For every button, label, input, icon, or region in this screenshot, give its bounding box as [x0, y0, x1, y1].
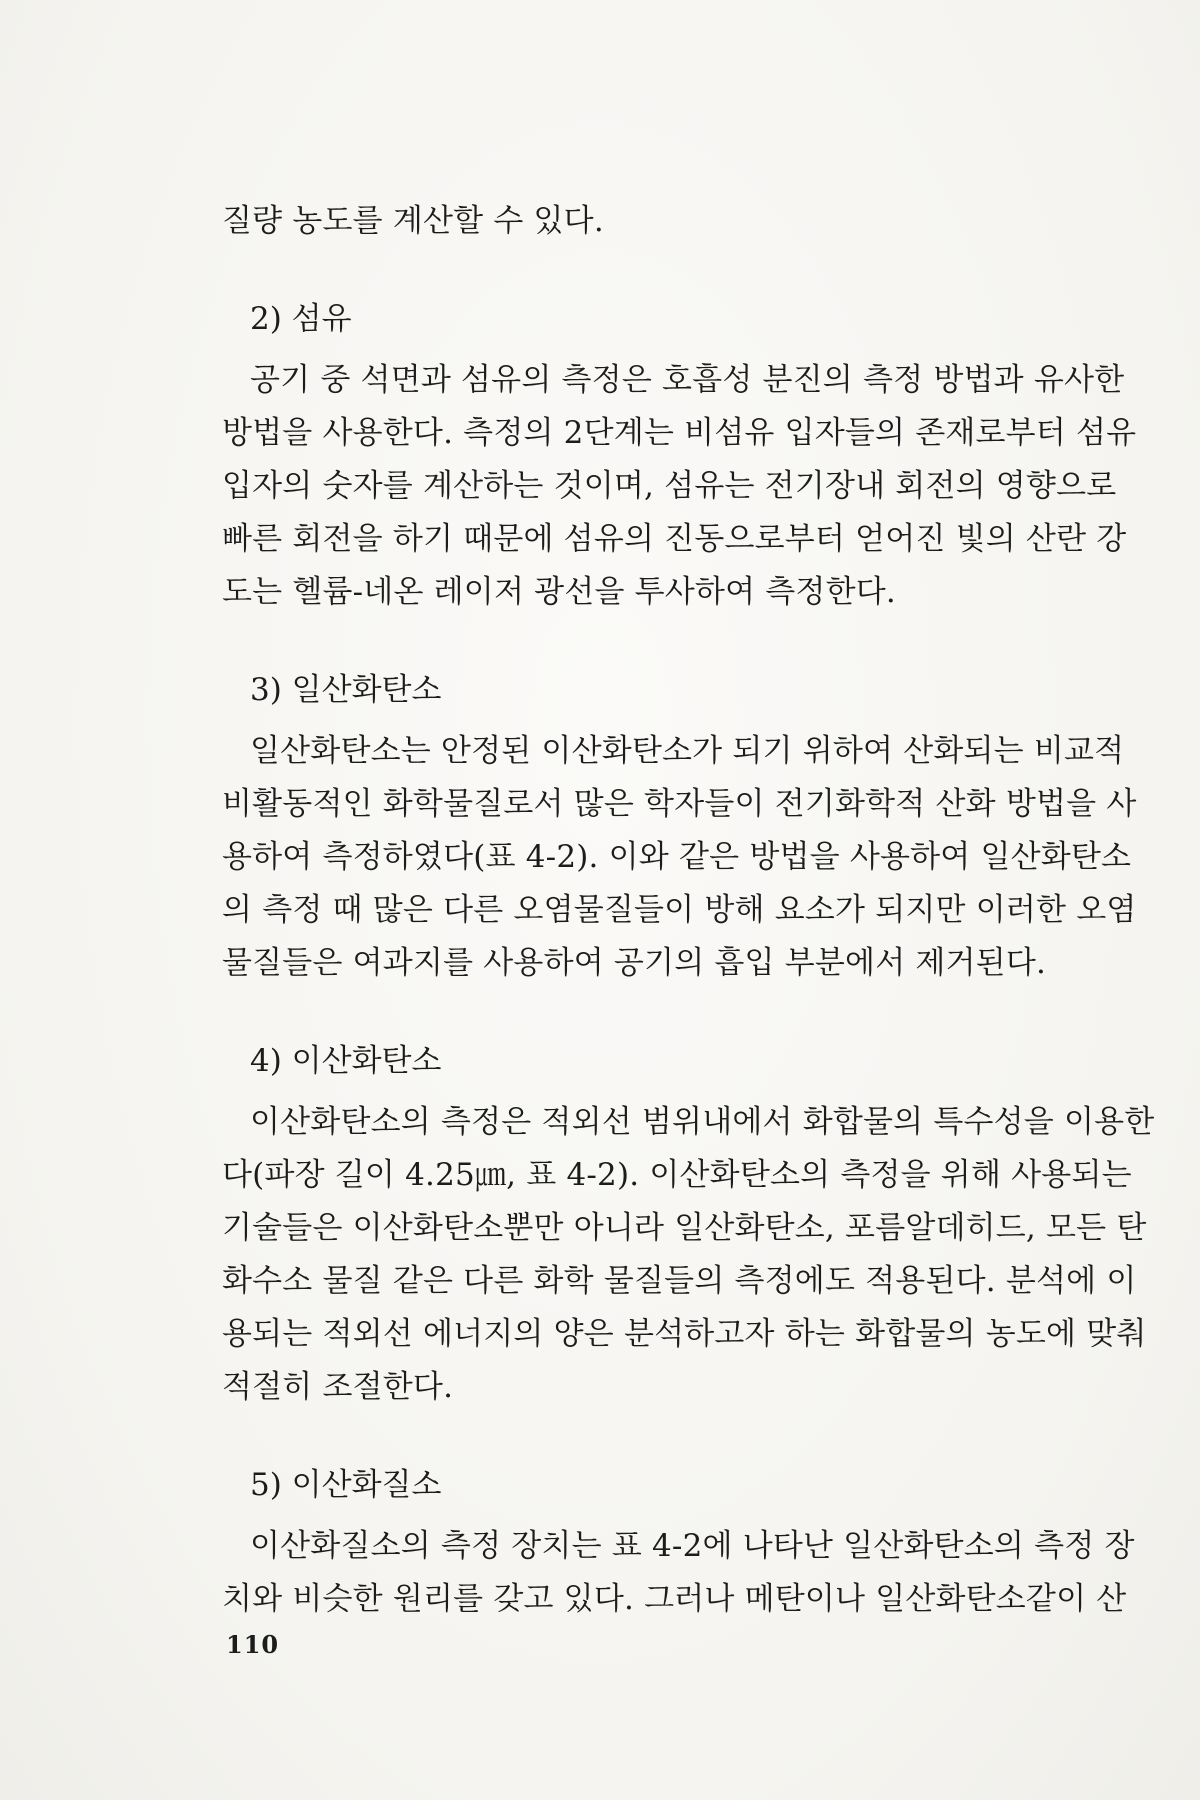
paragraph-line: 물질들은 여과지를 사용하여 공기의 흡입 부분에서 제거된다. — [222, 945, 1047, 981]
paragraph-line: 공기 중 석면과 섬유의 측정은 호흡성 분진의 측정 방법과 유사한 — [250, 362, 1125, 398]
paragraph-line: 의 측정 때 많은 다른 오염물질들이 방해 요소가 되지만 이러한 오염 — [222, 892, 1137, 928]
paragraph-line: 이산화질소의 측정 장치는 표 4-2에 나타난 일산화탄소의 측정 장 — [250, 1528, 1135, 1564]
paragraph-line: 용하여 측정하였다(표 4-2). 이와 같은 방법을 사용하여 일산화탄소 — [222, 839, 1132, 875]
section-heading: 3) 일산화탄소 — [250, 672, 442, 708]
paragraph-line: 방법을 사용한다. 측정의 2단계는 비섬유 입자들의 존재로부터 섬유 — [222, 415, 1137, 451]
paragraph-line: 다(파장 길이 4.25㎛, 표 4-2). 이산화탄소의 측정을 위해 사용되는 — [222, 1157, 1132, 1193]
section-fiber — [222, 293, 1137, 619]
section-heading: 2) 섬유 — [250, 301, 352, 337]
paragraph-line: 입자의 숫자를 계산하는 것이며, 섬유는 전기장내 회전의 영향으로 — [222, 468, 1117, 504]
paragraph-line: 적절히 조절한다. — [222, 1369, 454, 1405]
continuation-line: 질량 농도를 계산할 수 있다. — [222, 203, 604, 239]
paragraph-line: 화수소 물질 같은 다른 화학 물질들의 측정에도 적용된다. 분석에 이 — [222, 1263, 1137, 1299]
paragraph-line: 도는 헬륨-네온 레이저 광선을 투사하여 측정한다. — [222, 574, 896, 610]
section-heading: 5) 이산화질소 — [250, 1467, 442, 1503]
paragraph-line: 빠른 회전을 하기 때문에 섬유의 진동으로부터 얻어진 빛의 산란 강 — [222, 521, 1127, 557]
section-carbon-monoxide — [222, 664, 1137, 990]
paragraph-line: 기술들은 이산화탄소뿐만 아니라 일산화탄소, 포름알데히드, 모든 탄 — [222, 1210, 1147, 1246]
paragraph-line: 비활동적인 화학물질로서 많은 학자들이 전기화학적 산화 방법을 사 — [222, 786, 1137, 822]
paragraph-line: 용되는 적외선 에너지의 양은 분석하고자 하는 화합물의 농도에 맞춰 — [222, 1316, 1147, 1352]
paragraph-line: 이산화탄소의 측정은 적외선 범위내에서 화합물의 특수성을 이용한 — [250, 1104, 1155, 1140]
paragraph-line: 치와 비슷한 원리를 갖고 있다. 그러나 메탄이나 일산화탄소같이 산 — [222, 1581, 1127, 1617]
section-carbon-dioxide — [222, 1035, 1155, 1414]
paragraph-line: 일산화탄소는 안정된 이산화탄소가 되기 위하여 산화되는 비교적 — [250, 733, 1125, 769]
page-body — [222, 195, 1155, 1671]
section-nitrogen-dioxide — [222, 1459, 1135, 1626]
page-number: 110 — [226, 1630, 280, 1659]
section-heading: 4) 이산화탄소 — [250, 1043, 442, 1079]
